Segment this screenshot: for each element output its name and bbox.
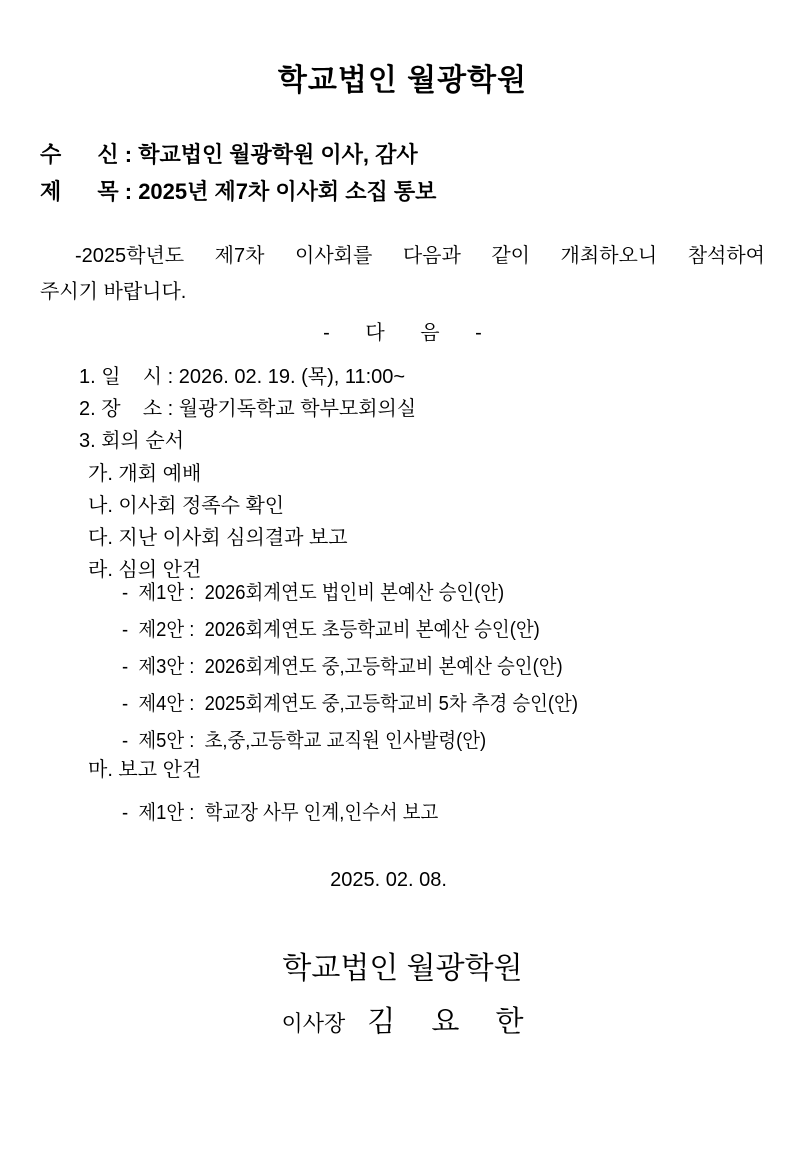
- order-item-quorum-check: 나. 이사회 정족수 확인: [88, 495, 285, 517]
- recipient-line: [40, 142, 418, 167]
- signer-name: 김 요 한: [367, 1006, 524, 1038]
- daeum-divider: - 다 음 -: [323, 322, 482, 344]
- subject-separator: :: [118, 179, 139, 204]
- intro-paragraph-line-1: -2025학년도 제7차 이사회를 다음과 같이 개최하오니 참석하여: [75, 245, 765, 267]
- document-date: 2025. 02. 08.: [330, 869, 447, 891]
- order-item-previous-results: 다. 지난 이사회 심의결과 보고: [88, 527, 348, 549]
- signature-line: [0, 1006, 805, 1039]
- intro-paragraph-line-2: 주시기 바랍니다.: [40, 281, 187, 303]
- recipient-label: 수 신: [40, 142, 119, 167]
- agenda-item-3: - 제3안 : 2026회계연도 중,고등학교비 본예산 승인(안): [122, 656, 563, 678]
- report-section-heading: 마. 보고 안건: [88, 759, 202, 781]
- agenda-item-1: - 제1안 : 2026회계연도 법인비 본예산 승인(안): [122, 582, 505, 604]
- meeting-order-heading: 3. 회의 순서: [79, 430, 185, 452]
- meeting-datetime-line: 1. 일 시 : 2026. 02. 19. (목), 11:00~: [79, 366, 406, 388]
- agenda-item-2: - 제2안 : 2026회계연도 초등학교비 본예산 승인(안): [122, 619, 540, 641]
- report-item-1: - 제1안 : 학교장 사무 인계,인수서 보고: [122, 802, 439, 824]
- order-item-deliberation-agenda: 라. 심의 안건: [88, 559, 202, 581]
- subject-label: 제 목: [40, 179, 119, 204]
- agenda-item-5: - 제5안 : 초,중,고등학교 교직원 인사발령(안): [122, 730, 487, 752]
- agenda-item-4: - 제4안 : 2025회계연도 중,고등학교비 5차 추경 승인(안): [122, 693, 578, 715]
- subject-line: [40, 179, 436, 204]
- meeting-place-line: 2. 장 소 : 월광기독학교 학부모회의실: [79, 398, 417, 420]
- signer-title: 이사장: [281, 1011, 346, 1036]
- subject-value: 2025년 제7차 이사회 소집 통보: [138, 179, 437, 204]
- order-item-opening-worship: 가. 개회 예배: [88, 463, 202, 485]
- recipient-value: 학교법인 월광학원 이사, 감사: [138, 142, 418, 167]
- document-title: 학교법인 월광학원: [277, 64, 528, 97]
- recipient-separator: :: [118, 142, 139, 167]
- footer-organization: 학교법인 월광학원: [282, 952, 523, 985]
